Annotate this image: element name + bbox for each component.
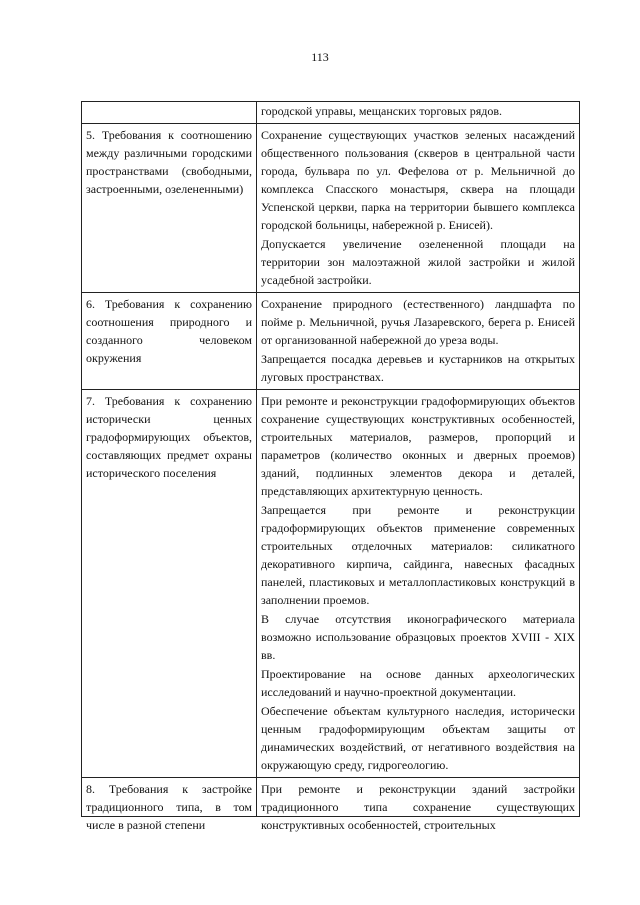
requirement-paragraph: В случае отсутствия иконографического материала возможно использование образцовых проектов XVIII - XIX вв.	[261, 612, 575, 662]
requirement-content-cell	[257, 293, 580, 390]
table-row	[82, 293, 580, 390]
requirement-paragraph: Сохранение природного (естественного) ландшафта по пойме р. Мельничной, ручья Лазаревского, берега р. Енисей от организованной набережной до уреза воды.	[261, 297, 575, 347]
requirements-table	[81, 101, 580, 832]
requirement-label-cell	[82, 778, 257, 832]
requirement-content-cell	[257, 390, 580, 778]
requirement-paragraph: Сохранение существующих участков зеленых насаждений общественного пользования (скверов в центральной части города, бульвара по ул. Фефелова от р. Мельничной до комплекса Спасского монастыря, сквера на площади Успенской церкви, парка на территории бывшего комплекса городской больницы, набережной р. Енисей).	[261, 128, 575, 232]
table-row	[82, 390, 580, 778]
requirement-label-cell	[82, 102, 257, 124]
requirement-label-cell	[82, 124, 257, 293]
requirement-content-cell	[257, 102, 580, 124]
requirement-paragraph: Запрещается посадка деревьев и кустарников на открытых луговых пространствах.	[261, 352, 575, 384]
requirement-label-cell	[82, 293, 257, 390]
requirement-paragraph: При ремонте и реконструкции зданий застройки традиционного типа сохранение существующих конструктивных особенностей, строительных	[261, 782, 575, 832]
requirement-paragraph: При ремонте и реконструкции градоформирующих объектов сохранение существующих конструктивных особенностей, строительных материалов, размеров, пропорций и параметров (количество оконных и дверных проемов) зданий, подлинных элементов декора и деталей, представляющих архитектурную ценность.	[261, 394, 575, 498]
requirement-paragraph: Допускается увеличение озелененной площади на территории зон малоэтажной жилой застройки и жилой усадебной застройки.	[261, 237, 575, 287]
requirement-label: 8. Требования к застройке традиционного типа, в том числе в разной степени	[86, 782, 252, 832]
requirement-label: 6. Требования к сохранению соотношения природного и созданного человеком окружения	[86, 297, 252, 365]
table-row	[82, 102, 580, 124]
requirement-paragraph: Запрещается при ремонте и реконструкции градоформирующих объектов применение современных строительных отделочных материалов: силикатного декоративного кирпича, сайдинга, навесных фасадных панелей, пластиковых и металлопластиковых конструкций в заполнении проемов.	[261, 503, 575, 607]
requirement-paragraph: городской управы, мещанских торговых рядов.	[261, 104, 503, 118]
requirement-paragraph: Обеспечение объектам культурного наследия, исторически ценным градоформирующим объектам защиты от динамических воздействий, от негативного воздействия на окружающую среду, гидрогеологию.	[261, 704, 575, 772]
requirement-label: 7. Требования к сохранению исторически ценных градоформирующих объектов, составляющих предмет охраны исторического поселения	[86, 394, 252, 480]
requirement-content-cell	[257, 124, 580, 293]
requirement-label-cell	[82, 390, 257, 778]
table-row	[82, 124, 580, 293]
requirement-label: 5. Требования к соотношению между различными городскими пространствами (свободными, застроенными, озелененными)	[86, 128, 252, 196]
page-number: 113	[311, 50, 329, 64]
table-row	[82, 778, 580, 817]
requirement-content-cell	[257, 778, 580, 832]
requirement-paragraph: Проектирование на основе данных археологических исследований и научно-проектной документации.	[261, 667, 575, 699]
